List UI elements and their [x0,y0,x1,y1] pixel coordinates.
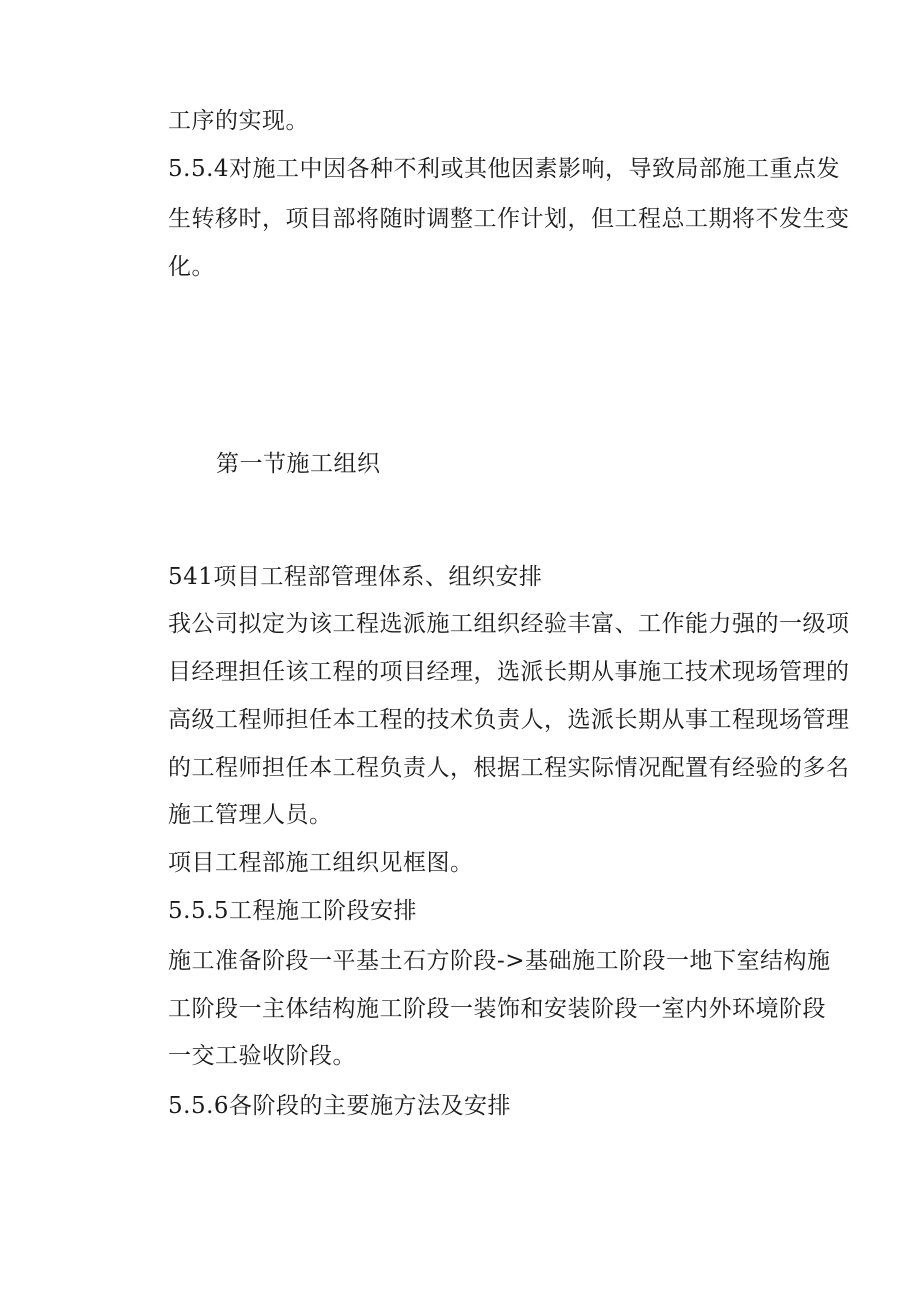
paragraph-line: 施工准备阶段一平基土石方阶段->基础施工阶段一地下室结构施 [168,948,831,974]
subsection-title: 541项目工程部管理体系、组织安排 [168,564,543,590]
paragraph-line: 化。 [168,254,215,280]
paragraph-line: 目经理担任该工程的项目经理，选派长期从事施工技术现场管理的 [168,659,850,685]
paragraph-line: 工序的实现。 [168,108,309,134]
subsection-title: 5.5.5工程施工阶段安排 [168,898,418,924]
paragraph-line: 生转移时，项目部将随时调整工作计划，但工程总工期将不发生变 [168,206,850,232]
section-heading: 第一节施工组织 [216,451,381,477]
paragraph-line: 我公司拟定为该工程选派施工组织经验丰富、工作能力强的一级项 [168,611,850,637]
subsection-title: 5.5.6各阶段的主要施方法及安排 [168,1093,512,1119]
paragraph-line: 一交工验收阶段。 [168,1043,356,1069]
paragraph-line: 的工程师担任本工程负责人，根据工程实际情况配置有经验的多名 [168,755,850,781]
paragraph-line: 5.5.4对施工中因各种不利或其他因素影响，导致局部施工重点发 [168,156,841,182]
paragraph-line: 项目工程部施工组织见框图。 [168,850,474,876]
paragraph-line: 工阶段一主体结构施工阶段一装饰和安装阶段一室内外环境阶段 [168,996,826,1022]
paragraph-line: 施工管理人员。 [168,802,333,828]
paragraph-line: 高级工程师担任本工程的技术负责人，选派长期从事工程现场管理 [168,707,850,733]
